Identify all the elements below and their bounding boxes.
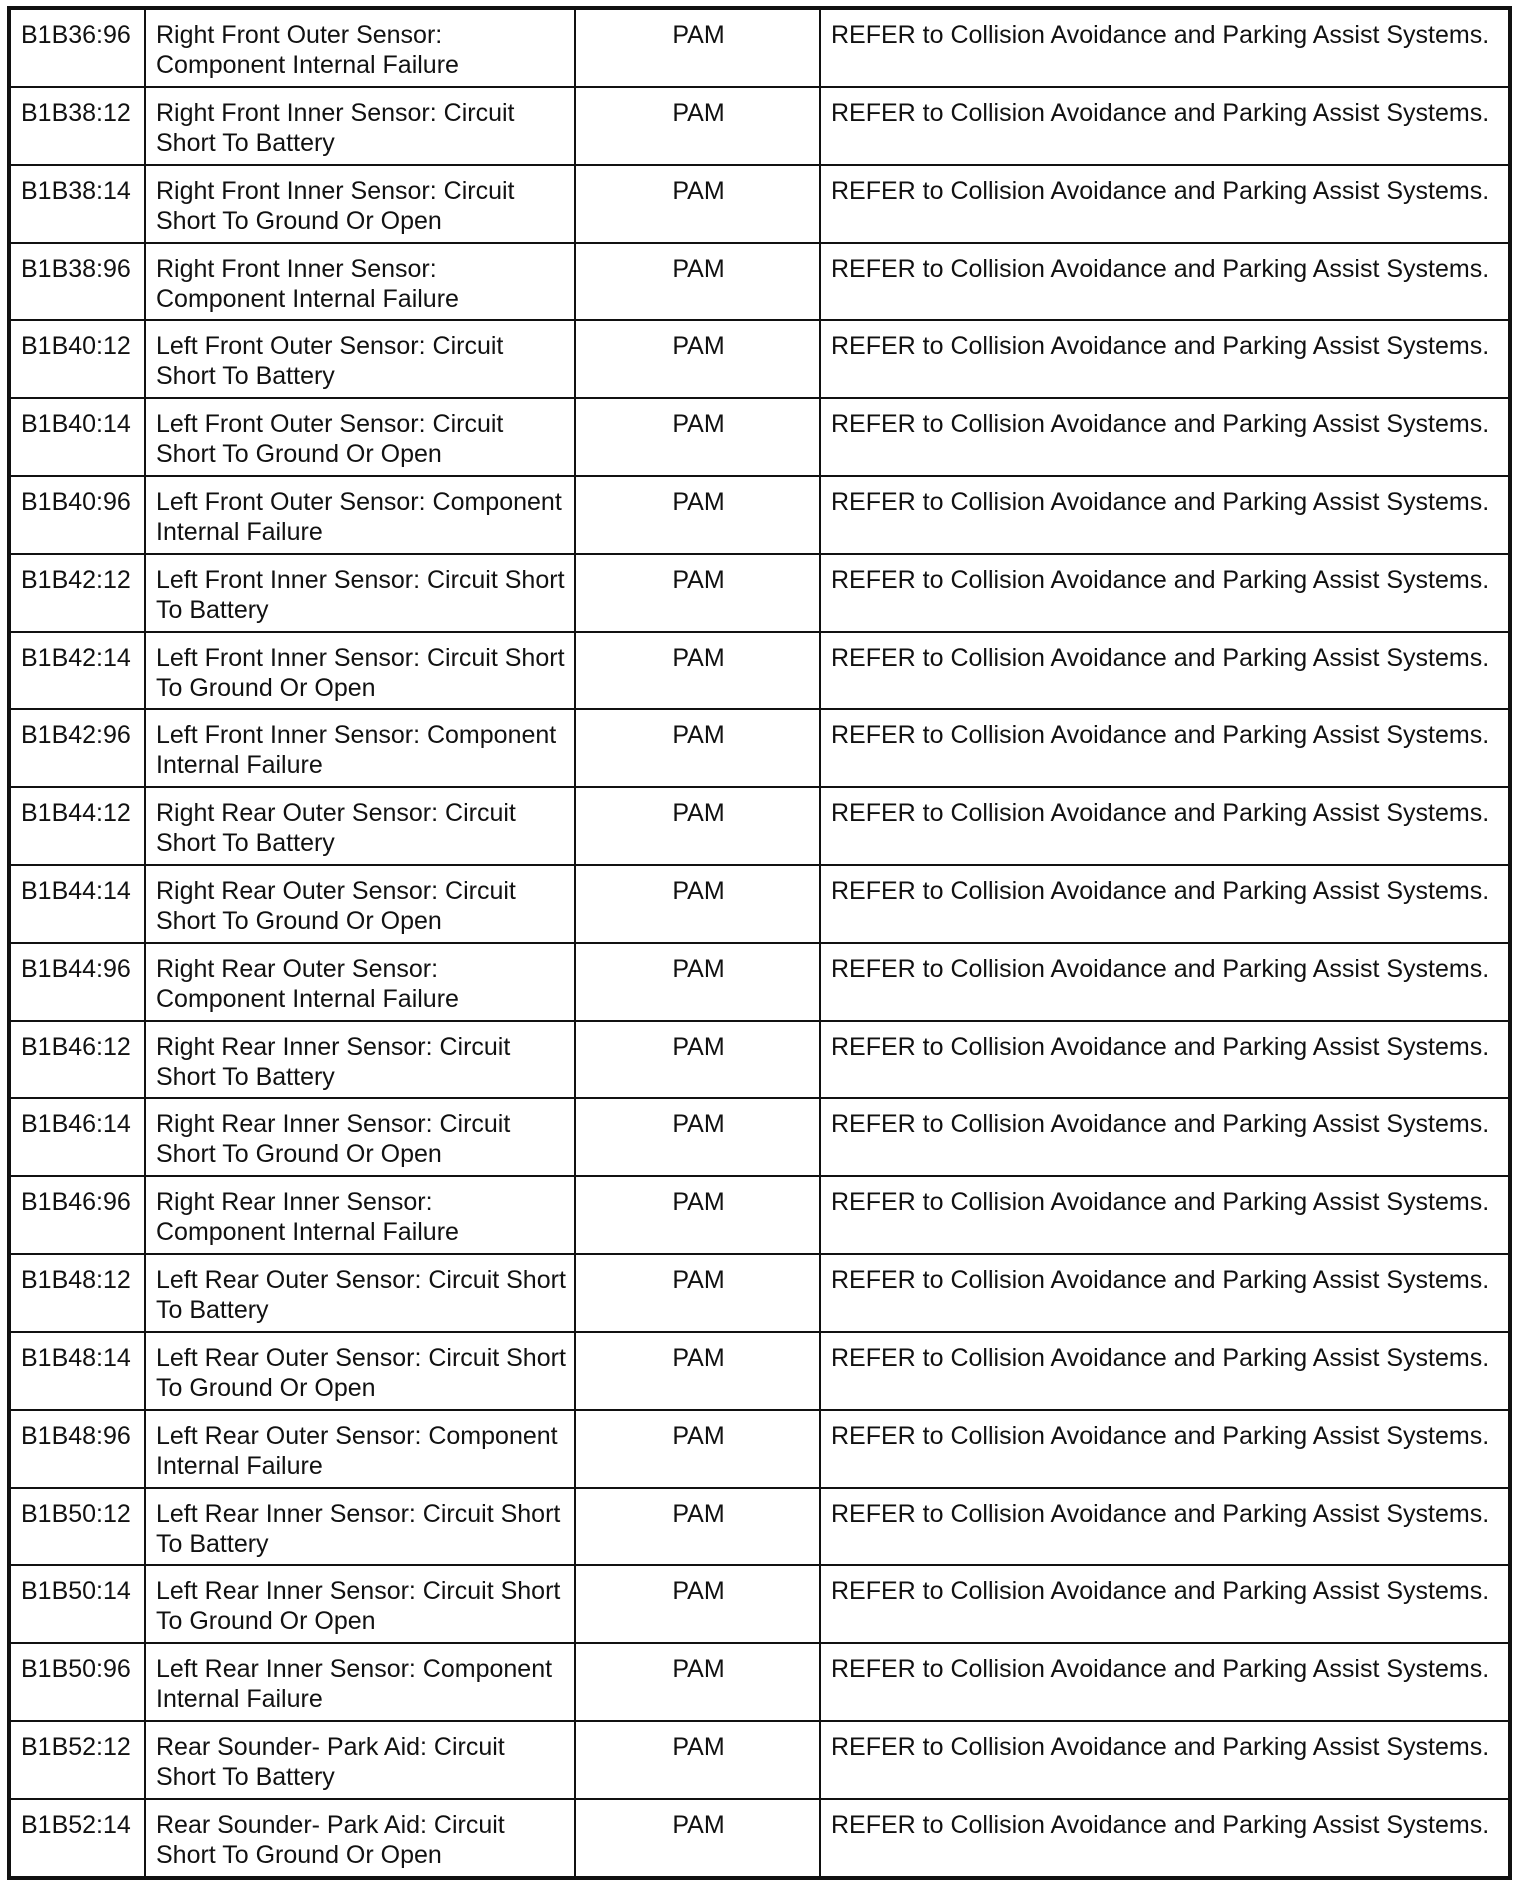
dtc-module: PAM [575, 8, 820, 87]
dtc-description: Right Rear Inner Sensor: Circuit Short To Ground Or Open [145, 1098, 575, 1176]
dtc-action: REFER to Collision Avoidance and Parking Assist Systems. [820, 865, 1510, 943]
table-row [9, 1565, 1510, 1643]
dtc-code: B1B50:14 [9, 1565, 145, 1643]
dtc-action: REFER to Collision Avoidance and Parking Assist Systems. [820, 87, 1510, 165]
dtc-module: PAM [575, 1254, 820, 1332]
dtc-description: Left Rear Inner Sensor: Circuit Short To Ground Or Open [145, 1565, 575, 1643]
dtc-action: REFER to Collision Avoidance and Parking Assist Systems. [820, 8, 1510, 87]
dtc-description: Left Rear Outer Sensor: Circuit Short To Battery [145, 1254, 575, 1332]
dtc-code: B1B50:96 [9, 1643, 145, 1721]
dtc-description: Right Rear Inner Sensor: Component Internal Failure [145, 1176, 575, 1254]
dtc-module: PAM [575, 1098, 820, 1176]
dtc-action: REFER to Collision Avoidance and Parking Assist Systems. [820, 1098, 1510, 1176]
dtc-action: REFER to Collision Avoidance and Parking Assist Systems. [820, 1176, 1510, 1254]
table-row [9, 476, 1510, 554]
dtc-description: Left Rear Inner Sensor: Component Internal Failure [145, 1643, 575, 1721]
dtc-code: B1B42:12 [9, 554, 145, 632]
dtc-code: B1B48:14 [9, 1332, 145, 1410]
dtc-description: Left Front Inner Sensor: Circuit Short To Ground Or Open [145, 632, 575, 710]
table-row [9, 787, 1510, 865]
dtc-code: B1B46:14 [9, 1098, 145, 1176]
dtc-code: B1B46:12 [9, 1021, 145, 1099]
table-row [9, 1799, 1510, 1878]
dtc-module: PAM [575, 87, 820, 165]
dtc-action: REFER to Collision Avoidance and Parking Assist Systems. [820, 1799, 1510, 1878]
dtc-action: REFER to Collision Avoidance and Parking Assist Systems. [820, 476, 1510, 554]
table-row [9, 8, 1510, 87]
dtc-code: B1B48:96 [9, 1410, 145, 1488]
dtc-code: B1B44:12 [9, 787, 145, 865]
dtc-description: Left Rear Outer Sensor: Circuit Short To Ground Or Open [145, 1332, 575, 1410]
table-row [9, 320, 1510, 398]
dtc-module: PAM [575, 632, 820, 710]
table-row [9, 1410, 1510, 1488]
dtc-action: REFER to Collision Avoidance and Parking Assist Systems. [820, 943, 1510, 1021]
dtc-action: REFER to Collision Avoidance and Parking Assist Systems. [820, 1254, 1510, 1332]
table-row [9, 398, 1510, 476]
dtc-module: PAM [575, 320, 820, 398]
dtc-module: PAM [575, 865, 820, 943]
dtc-action: REFER to Collision Avoidance and Parking Assist Systems. [820, 632, 1510, 710]
dtc-action: REFER to Collision Avoidance and Parking Assist Systems. [820, 709, 1510, 787]
dtc-code: B1B52:12 [9, 1721, 145, 1799]
table-row [9, 1098, 1510, 1176]
table-row [9, 87, 1510, 165]
dtc-description: Right Rear Outer Sensor: Component Internal Failure [145, 943, 575, 1021]
dtc-description: Left Rear Inner Sensor: Circuit Short To Battery [145, 1488, 575, 1566]
dtc-code: B1B38:96 [9, 243, 145, 321]
table-row [9, 943, 1510, 1021]
dtc-table [7, 6, 1512, 1880]
dtc-action: REFER to Collision Avoidance and Parking Assist Systems. [820, 243, 1510, 321]
dtc-module: PAM [575, 1332, 820, 1410]
dtc-action: REFER to Collision Avoidance and Parking Assist Systems. [820, 165, 1510, 243]
dtc-description: Right Front Inner Sensor: Circuit Short To Battery [145, 87, 575, 165]
dtc-code: B1B42:96 [9, 709, 145, 787]
dtc-module: PAM [575, 787, 820, 865]
table-row [9, 1332, 1510, 1410]
dtc-code: B1B50:12 [9, 1488, 145, 1566]
dtc-description: Left Front Inner Sensor: Circuit Short To Battery [145, 554, 575, 632]
dtc-description: Right Rear Outer Sensor: Circuit Short To Ground Or Open [145, 865, 575, 943]
dtc-action: REFER to Collision Avoidance and Parking Assist Systems. [820, 554, 1510, 632]
dtc-module: PAM [575, 1021, 820, 1099]
dtc-code: B1B38:12 [9, 87, 145, 165]
dtc-module: PAM [575, 1176, 820, 1254]
dtc-code: B1B48:12 [9, 1254, 145, 1332]
table-row [9, 554, 1510, 632]
dtc-module: PAM [575, 1721, 820, 1799]
table-row [9, 1488, 1510, 1566]
dtc-description: Rear Sounder- Park Aid: Circuit Short To Ground Or Open [145, 1799, 575, 1878]
dtc-description: Left Front Inner Sensor: Component Internal Failure [145, 709, 575, 787]
table-row [9, 709, 1510, 787]
dtc-module: PAM [575, 243, 820, 321]
dtc-code: B1B44:96 [9, 943, 145, 1021]
table-row [9, 1021, 1510, 1099]
dtc-description: Left Rear Outer Sensor: Component Internal Failure [145, 1410, 575, 1488]
table-row [9, 165, 1510, 243]
dtc-code: B1B40:12 [9, 320, 145, 398]
dtc-module: PAM [575, 398, 820, 476]
dtc-module: PAM [575, 1565, 820, 1643]
dtc-description: Rear Sounder- Park Aid: Circuit Short To Battery [145, 1721, 575, 1799]
dtc-action: REFER to Collision Avoidance and Parking Assist Systems. [820, 1410, 1510, 1488]
dtc-module: PAM [575, 1799, 820, 1878]
dtc-description: Right Rear Inner Sensor: Circuit Short To Battery [145, 1021, 575, 1099]
dtc-action: REFER to Collision Avoidance and Parking Assist Systems. [820, 1488, 1510, 1566]
dtc-action: REFER to Collision Avoidance and Parking Assist Systems. [820, 1021, 1510, 1099]
dtc-action: REFER to Collision Avoidance and Parking Assist Systems. [820, 1332, 1510, 1410]
dtc-action: REFER to Collision Avoidance and Parking Assist Systems. [820, 1565, 1510, 1643]
table-row [9, 632, 1510, 710]
dtc-action: REFER to Collision Avoidance and Parking Assist Systems. [820, 1643, 1510, 1721]
dtc-code: B1B40:96 [9, 476, 145, 554]
dtc-module: PAM [575, 476, 820, 554]
table-row [9, 1176, 1510, 1254]
dtc-module: PAM [575, 1643, 820, 1721]
dtc-code: B1B44:14 [9, 865, 145, 943]
dtc-description: Right Front Outer Sensor: Component Internal Failure [145, 8, 575, 87]
dtc-code: B1B42:14 [9, 632, 145, 710]
dtc-table-body [9, 8, 1510, 1878]
dtc-module: PAM [575, 709, 820, 787]
dtc-code: B1B38:14 [9, 165, 145, 243]
dtc-action: REFER to Collision Avoidance and Parking Assist Systems. [820, 398, 1510, 476]
dtc-code: B1B36:96 [9, 8, 145, 87]
dtc-code: B1B40:14 [9, 398, 145, 476]
table-row [9, 1254, 1510, 1332]
dtc-description: Right Rear Outer Sensor: Circuit Short To Battery [145, 787, 575, 865]
dtc-description: Left Front Outer Sensor: Component Internal Failure [145, 476, 575, 554]
dtc-action: REFER to Collision Avoidance and Parking Assist Systems. [820, 1721, 1510, 1799]
dtc-module: PAM [575, 165, 820, 243]
table-row [9, 865, 1510, 943]
table-row [9, 243, 1510, 321]
dtc-module: PAM [575, 1488, 820, 1566]
dtc-description: Left Front Outer Sensor: Circuit Short To Battery [145, 320, 575, 398]
dtc-description: Left Front Outer Sensor: Circuit Short To Ground Or Open [145, 398, 575, 476]
dtc-action: REFER to Collision Avoidance and Parking Assist Systems. [820, 320, 1510, 398]
dtc-code: B1B52:14 [9, 1799, 145, 1878]
dtc-description: Right Front Inner Sensor: Circuit Short To Ground Or Open [145, 165, 575, 243]
table-row [9, 1721, 1510, 1799]
dtc-action: REFER to Collision Avoidance and Parking Assist Systems. [820, 787, 1510, 865]
dtc-description: Right Front Inner Sensor: Component Internal Failure [145, 243, 575, 321]
dtc-module: PAM [575, 943, 820, 1021]
dtc-module: PAM [575, 554, 820, 632]
dtc-module: PAM [575, 1410, 820, 1488]
table-row [9, 1643, 1510, 1721]
dtc-code: B1B46:96 [9, 1176, 145, 1254]
